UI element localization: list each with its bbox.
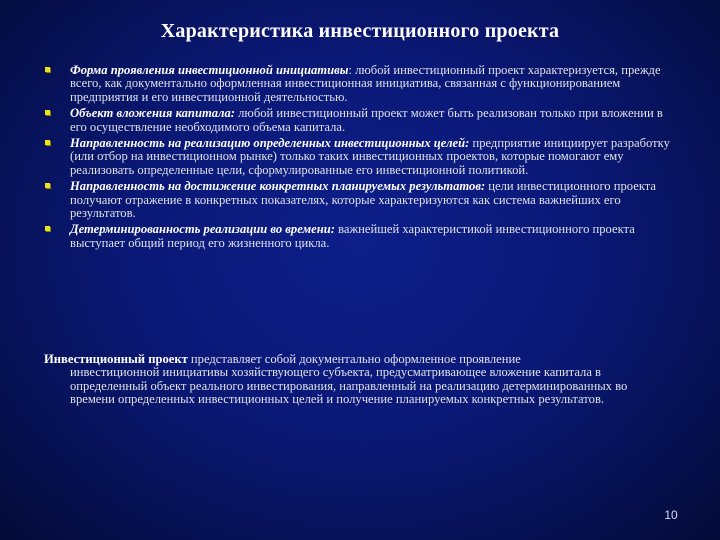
square-bullet-icon	[45, 183, 50, 188]
bullet-list	[40, 64, 680, 253]
bullet-item	[40, 64, 680, 104]
definition-paragraph	[44, 353, 670, 407]
definition-continuation: инвестиционной инициативы хозяйствующего субъекта, предусматривающее вложение капитала в определенный объект реального инвестирования, направленный на реализацию детерминированных во времени определенных инвестиционных целей и получение планируемых конкретных результатов.	[70, 365, 628, 407]
bullet-emphasis: Детерминированность реализации во времени:	[70, 222, 335, 237]
bullet-emphasis: Форма проявления инвестиционной инициативы	[70, 63, 349, 77]
bullet-text: цели инвестиционного проекта получают отражение в конкретных показателях, которые характеризуются как система важнейших его результатов.	[70, 179, 657, 221]
bullet-item	[40, 223, 680, 250]
bullet-item	[40, 180, 680, 220]
bullet-text: любой инвестиционный проект может быть реализован только при вложении в его осуществление необходимого объема капитала.	[70, 106, 663, 134]
bullet-emphasis: Направленность на реализацию определенных инвестиционных целей:	[70, 136, 470, 151]
bullet-emphasis: Направленность на достижение конкретных планируемых результатов:	[70, 179, 486, 194]
page-number: 10	[664, 508, 678, 522]
definition-lead: Инвестиционный проект	[44, 352, 188, 366]
square-bullet-icon	[45, 226, 50, 231]
bullet-item	[40, 107, 680, 134]
square-bullet-icon	[45, 110, 50, 115]
bullet-text: предприятие инициирует разработку (или отбор на инвестиционном рынке) только таких инвестиционных проектов, которые помогают ему реализовать определенные цели, сформулированные его инвестиционной политикой.	[70, 136, 670, 177]
bullet-emphasis: Объект вложения капитала:	[70, 106, 235, 121]
definition-first-line-text: представляет собой документально оформленное проявление	[187, 352, 521, 366]
bullet-text: важнейшей характеристикой инвестиционного проекта выступает общий период его жизненного цикла.	[70, 222, 635, 250]
square-bullet-icon	[45, 140, 50, 145]
definition-first-line	[44, 353, 670, 366]
slide-title: Характеристика инвестиционного проекта	[160, 20, 560, 42]
bullet-item	[40, 137, 680, 177]
bullet-text: : любой инвестиционный проект характеризуется, прежде всего, как документально оформленная инвестиционная инициатива, связанная с функционированием предприятия и его инвестиционной деятельностью.	[70, 63, 661, 104]
square-bullet-icon	[45, 67, 50, 72]
